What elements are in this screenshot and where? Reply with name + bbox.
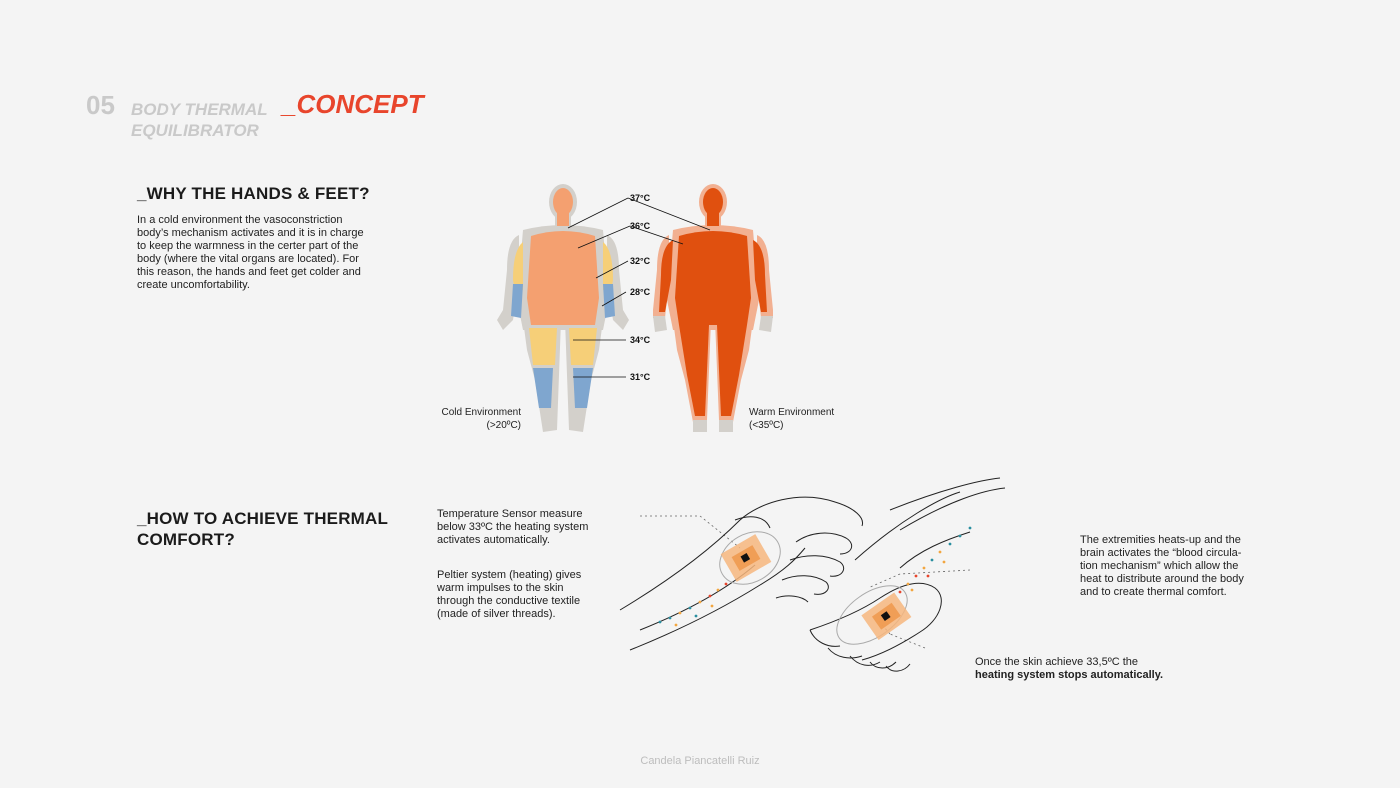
section-title bbox=[131, 99, 268, 141]
extremities-line: brain activates the “blood circula- bbox=[1080, 547, 1242, 559]
why-body-line: body’s mechanism activates and it is in charge bbox=[137, 227, 364, 239]
why-body-line: body (where the vital organs are located). For bbox=[137, 253, 359, 265]
temp-label: 34°C bbox=[630, 335, 651, 345]
arm-heat-dots bbox=[659, 583, 728, 627]
body-thermal-diagram bbox=[430, 180, 850, 440]
warm-env-label: Warm Environment bbox=[749, 407, 835, 418]
extremities-line: The extremities heats-up and the bbox=[1080, 534, 1241, 546]
extremities-line: tion mechanism” which allow the bbox=[1080, 560, 1239, 572]
warm-env-sub: (<35ºC) bbox=[749, 420, 784, 431]
sensor-description bbox=[437, 508, 609, 547]
peltier-line: warm impulses to the skin bbox=[437, 582, 564, 594]
why-body-line: create uncomfortability. bbox=[137, 279, 250, 291]
why-body-line: this reason, the hands and feet get colder and bbox=[137, 266, 361, 278]
sensor-line: below 33ºC the heating system bbox=[437, 521, 589, 533]
cold-env-sub: (>20ºC) bbox=[486, 420, 521, 431]
extremities-description bbox=[1080, 534, 1260, 599]
temp-label: 31°C bbox=[630, 372, 651, 382]
stop-line2: heating system stops automatically. bbox=[975, 669, 1164, 681]
temp-label: 37°C bbox=[630, 193, 651, 203]
how-heading-line1: _HOW TO ACHIEVE THERMAL bbox=[137, 509, 389, 528]
concept-title: _CONCEPT bbox=[282, 89, 424, 119]
extremities-line: heat to distribute around the body bbox=[1080, 573, 1244, 585]
peltier-line: Peltier system (heating) gives bbox=[437, 569, 582, 581]
warm-body-figure bbox=[653, 184, 773, 432]
why-body bbox=[137, 214, 387, 292]
hand-foot-illustration bbox=[600, 470, 1020, 700]
sensor-line: Temperature Sensor measure bbox=[437, 508, 583, 520]
peltier-line: (made of silver threads). bbox=[437, 608, 556, 620]
cold-env-label: Cold Environment bbox=[441, 407, 521, 418]
why-heading: _WHY THE HANDS & FEET? bbox=[137, 184, 370, 203]
stop-line1: Once the skin achieve 33,5ºC the bbox=[975, 656, 1139, 668]
section-number: 05 bbox=[86, 90, 115, 120]
peltier-description bbox=[437, 569, 609, 621]
peltier-line: through the conductive textile bbox=[437, 595, 581, 607]
extremities-line: and to create thermal comfort. bbox=[1080, 586, 1227, 598]
author-credit: Candela Piancatelli Ruiz bbox=[640, 755, 760, 767]
temp-label: 36°C bbox=[630, 221, 651, 231]
temp-label: 32°C bbox=[630, 256, 651, 266]
how-heading bbox=[137, 508, 388, 550]
sensor-line: activates automatically. bbox=[437, 534, 550, 546]
foot-patch bbox=[861, 592, 911, 640]
section-title-line2: EQUILIBRATOR bbox=[131, 121, 259, 140]
cold-body-figure bbox=[497, 184, 629, 432]
section-title-line1: BODY THERMAL bbox=[131, 100, 268, 119]
how-heading-line2: COMFORT? bbox=[137, 530, 235, 549]
why-body-line: to keep the warmness in the certer part of the bbox=[137, 240, 359, 252]
temp-label: 28°C bbox=[630, 287, 651, 297]
hand-patch bbox=[721, 534, 772, 582]
why-body-line: In a cold environment the vasoconstriction bbox=[137, 214, 343, 226]
